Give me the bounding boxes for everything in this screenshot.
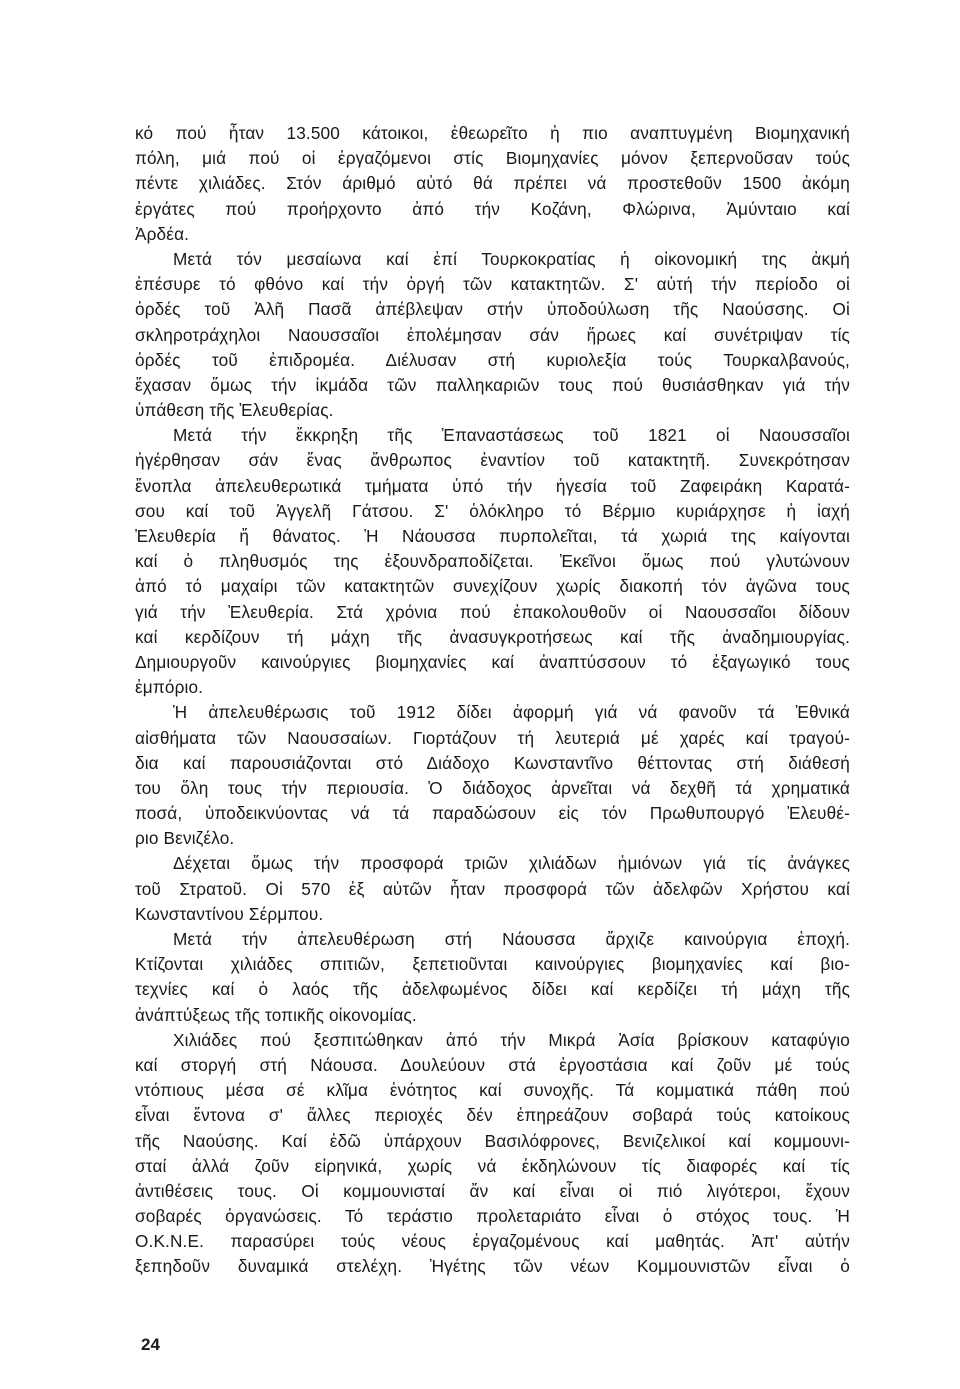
text-line: αἰσθήματα τῶν Ναουσσαίων. Γιορτάζουν τή λευτεριά μέ χαρές καί τραγού- (135, 727, 850, 748)
text-line: πόλη, μιά πού οἱ ἐργαζόμενοι στίς Βιομηχανίες μόνον ξεπερνοῦσαν τούς (135, 148, 850, 169)
text-line: τοῦ Στρατοῦ. Οἱ 570 ἐξ αὐτῶν ἦταν προσφορά τῶν ἀδελφῶν Χρήστου καί (135, 878, 850, 899)
text-line: Χιλιάδες πού ξεσπιτώθηκαν ἀπό τήν Μικρά Ἀσία βρίσκουν καταφύγιο (173, 1029, 850, 1050)
text-line: κό πού ἦταν 13.500 κάτοικοι, ἐθεωρεῖτο ἡ πιο αναπτυγμένη Βιομηχανική (135, 123, 850, 143)
text-line: τῆς Ναούσης. Καί ἐδῶ ὑπάρχουν Βασιλόφρονες, Βενιζελικοί καί κομμουνι- (135, 1130, 850, 1151)
text-line: καί κερδίζουν τή μάχη τῆς ἀνασυγκροτήσεως καί τῆς ἀναδημιουργίας. (135, 626, 850, 647)
text-line: ἀντιθέσεις τους. Οἱ κομμουνισταί ἄν καί εἶναι οἱ πιό λιγότεροι, ἔχουν (135, 1180, 850, 1201)
text-line: ξεπηδοῦν δυναμικά στελέχη. Ἡγέτης τῶν νέων Κομμουνιστῶν εἶναι ὁ (135, 1256, 850, 1277)
document-body (135, 121, 850, 1280)
text-line: Κτίζονται χιλιάδες σπιτιῶν, ξεπετιοῦνται καινούργιες βιομηχανίες καί βιο- (135, 954, 850, 975)
text-line: ἐμπόριο. (135, 677, 204, 698)
text-line: Μετά τόν μεσαίωνα καί ἐπί Τουρκοκρατίας ἡ οἰκονομική της ἀκμή (173, 248, 850, 269)
text-line: ἠγέρθησαν σάν ἕνας ἄνθρωπος ἐναντίον τοῦ κατακτητῆ. Συνεκρότησαν (135, 450, 850, 471)
text-line: σου καί τοῦ Ἀγγελῆ Γάτσου. Σ' ὁλόκληρο τό Βέρμιο κυριάρχησε ἡ ἰαχή (135, 500, 850, 521)
text-line: ἐργάτες πού προήρχοντο ἀπό τήν Κοζάνη, Φλώρινα, Ἀμύνταιο καί (135, 198, 850, 219)
text-line: καί στοργή στή Νάουσα. Δουλεύουν στά ἐργοστάσια καί ζοῦν μέ τούς (135, 1054, 850, 1075)
text-line: τεχνίες καί ὁ λαός τῆς ἀδελφωμένος δίδει καί κερδίζει τή μάχη τῆς (135, 979, 850, 1000)
text-line: ἔχασαν ὅμως τήν ἰκμάδα τῶν παλληκαριῶν τους πού θυσιάσθηκαν γιά τήν (135, 374, 850, 395)
page-number: 24 (141, 1335, 160, 1354)
text-line: ὑπάθεση τῆς Ἐλευθερίας. (135, 400, 334, 421)
text-line: ἀνάπτύξεως τῆς τοπικῆς οἰκονομίας. (135, 1004, 417, 1025)
text-line: Ἐλευθερία ἤ θάνατος. Ἡ Νάουσσα πυρπολεῖται, τά χωριά της καίγονται (135, 526, 850, 546)
text-line: δια καί παρουσιάζονται στό Διάδοχο Κωνσταντῖνο θέττοντας στή διάθεσή (135, 752, 850, 773)
text-line: ὀρδές τοῦ ἐπιδρομέα. Διέλυσαν στή κυριολεξία τούς Τουρκαλβανούς, (135, 349, 850, 370)
text-line: σταί ἀλλά ζοῦν εἰρηνικά, χωρίς νά ἐκδηλώνουν τίς διαφορές καί τίς (135, 1155, 850, 1176)
text-line: καί ὁ πληθυσμός της ἐξουνδραποδίζεται. Ἐκεῖνοι ὅμως πού γλυτώνουν (135, 551, 850, 572)
text-line: πέντε χιλιάδες. Στόν άριθμό αὐτό θά πρέπει νά προστεθοῦν 1500 ἀκόμη (135, 173, 850, 194)
text-line: ντόπιους μέσα σέ κλῖμα ἑνότητος καί συνοχῆς. Τά κομματικά πάθη πού (135, 1080, 850, 1101)
text-line: ὀρδές τοῦ Ἀλῆ Πασᾶ ἀπέβλεψαν στήν ὑποδούλωση τῆς Ναούσσης. Οἱ (135, 299, 850, 320)
text-line: Δέχεται ὅμως τήν προσφορά τριῶν χιλιάδων ἡμιόνων γιά τίς ἀνάγκες (173, 853, 850, 874)
text-line: Μετά τήν ἀπελευθέρωση στή Νάουσσα ἄρχιζε καινούργια ἐποχή. (173, 929, 850, 949)
text-line: Κωνσταντίνου Σέρμπου. (135, 903, 324, 924)
text-line: ἐπέσυρε τό φθόνο καί τήν ὀργή τῶν κατακτητῶν. Σ' αὐτή τήν περίοδο οἱ (135, 274, 850, 295)
text-line: σκληροτράχηλοι Ναουσσαῖοι ἐπολέμησαν σάν ἥρωες καί συνέτριψαν τίς (135, 324, 850, 345)
text-line: Ο.Κ.Ν.Ε. παρασύρει τούς νέους ἐργαζομένους καί μαθητάς. Ἀπ' αὐτήν (135, 1231, 850, 1252)
text-line: του ὅλη τους τήν περιουσία. Ὁ διάδοχος ἀρνεῖται νά δεχθῆ τά χρηματικά (135, 777, 850, 798)
text-line: ἔνοπλα ἀπελευθερωτικά τμήματα ὑπό τήν ἡγεσία τοῦ Ζαφειράκη Καρατά- (135, 475, 850, 496)
text-line: γιά τήν Ἐλευθερία. Στά χρόνια πού ἐπακολουθοῦν οἱ Ναουσσαῖοι δίδουν (135, 601, 850, 622)
text-line: εἶναι ἔντονα σ' ἄλλες περιοχές δέν ἐπηρεάζουν σοβαρά τούς κατοίκους (135, 1105, 850, 1126)
text-line: Ἀρδέα. (135, 223, 190, 244)
text-line: ριο Βενιζέλο. (135, 828, 235, 849)
text-line: ποσά, ὑποδεικνύοντας νά τά παραδώσουν εἰς τόν Πρωθυπουργό Ἐλευθέ- (135, 803, 850, 824)
text-line: Μετά τήν ἔκκρηξη τῆς Ἐπαναστάσεως τοῦ 1821 οἱ Ναουσσαῖοι (173, 425, 850, 446)
text-line: ἀπό τό μαχαίρι τῶν κατακτητῶν συνεχίζουν χωρίς διακοπή τόν ἀγῶνα τους (135, 576, 850, 597)
text-line: Ἡ ἀπελευθέρωσις τοῦ 1912 δίδει ἀφορμή γιά νά φανοῦν τά Ἐθνικά (173, 702, 850, 723)
text-line: Δημιουργοῦν καινούργιες βιομηχανίες καί ἀναπτύσσουν τό ἐξαγωγικό τους (135, 651, 850, 672)
text-line: σοβαρές ὀργανώσεις. Τό τεράστιο προλεταριάτο εἶναι ὁ στόχος τους. Ἡ (135, 1206, 850, 1227)
